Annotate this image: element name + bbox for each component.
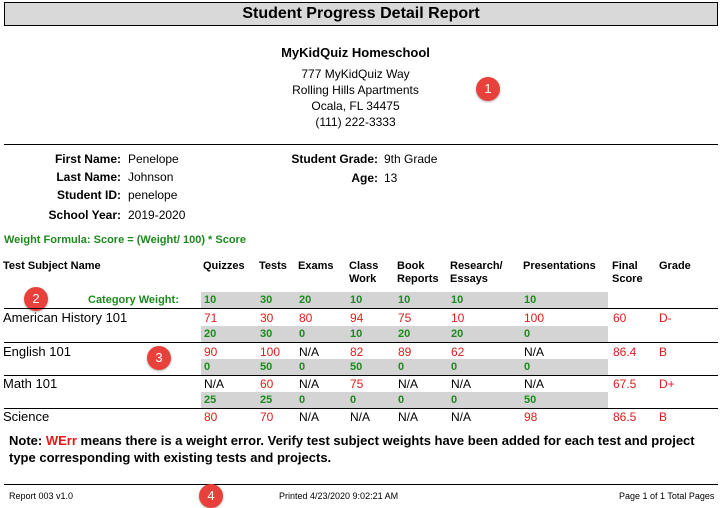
last-name-value: Johnson	[128, 170, 174, 184]
weight-cell: 0	[398, 394, 405, 406]
subject-name: English 101	[3, 344, 71, 359]
weight-cell: 20	[204, 328, 217, 340]
subject-name: Math 101	[3, 376, 58, 391]
header-exams: Exams	[298, 260, 334, 272]
annotation-badge: 1	[476, 77, 500, 101]
header-class-work: Class Work	[349, 260, 379, 285]
score-cell: 75	[398, 311, 412, 325]
score-cell: 70	[260, 410, 274, 424]
age-label: Age:	[351, 171, 378, 185]
score-cell: 60	[260, 377, 274, 391]
score-cell: 71	[204, 311, 218, 325]
report-title: Student Progress Detail Report	[4, 2, 718, 26]
weight-cell: 20	[398, 328, 411, 340]
school-header	[0, 44, 711, 130]
address-line: Rolling Hills Apartments	[292, 83, 419, 97]
grade-cell: D+	[659, 377, 675, 391]
divider	[4, 144, 718, 145]
phone-line: (111) 222-3333	[315, 115, 396, 129]
weight-cell: 0	[204, 361, 211, 373]
score-cell: 62	[451, 345, 465, 359]
header-subject: Test Subject Name	[3, 260, 101, 272]
school-year-label: School Year:	[48, 208, 121, 222]
weight-cell: 0	[451, 361, 458, 373]
weight-cell: 0	[350, 394, 357, 406]
score-cell: 94	[350, 311, 364, 325]
subject-name: American History 101	[3, 310, 128, 325]
weight-cell: 50	[260, 361, 273, 373]
score-cell: 98	[524, 410, 538, 424]
score-cell: N/A	[451, 377, 472, 391]
header-quizzes: Quizzes	[203, 260, 245, 272]
weight-cell: 0	[299, 361, 306, 373]
category-weight-label: Category Weight:	[88, 294, 179, 306]
weight-cell: 50	[350, 361, 363, 373]
school-year-value: 2019-2020	[128, 208, 186, 222]
score-cell: N/A	[524, 345, 545, 359]
final-score-cell: 86.4	[613, 345, 637, 359]
score-cell: 10	[451, 311, 465, 325]
grade-cell: B	[659, 410, 668, 424]
score-cell: 90	[204, 345, 218, 359]
page-count: Page 1 of 1 Total Pages	[619, 491, 715, 501]
score-cell: 80	[299, 311, 313, 325]
weight-cell: 10	[524, 294, 537, 306]
score-cell: 75	[350, 377, 364, 391]
score-cell: N/A	[398, 377, 419, 391]
weight-cell: 25	[204, 394, 217, 406]
score-cell: N/A	[299, 345, 320, 359]
student-grade-label: Student Grade:	[291, 152, 378, 166]
age-value: 13	[384, 171, 398, 185]
weight-cell: 20	[451, 328, 464, 340]
last-name-label: Last Name:	[56, 170, 121, 184]
annotation-badge: 3	[147, 346, 171, 370]
school-name: MyKidQuiz Homeschool	[281, 45, 430, 60]
weight-cell: 10	[398, 294, 411, 306]
score-cell: N/A	[398, 410, 419, 424]
weight-cell: 30	[260, 294, 273, 306]
weight-cell: 10	[350, 294, 363, 306]
score-cell: N/A	[451, 410, 472, 424]
score-cell: N/A	[204, 377, 225, 391]
weight-cell: 50	[524, 394, 537, 406]
footer-divider	[4, 484, 718, 485]
annotation-badge: 2	[24, 287, 48, 311]
first-name-label: First Name:	[54, 152, 121, 166]
score-cell: 89	[398, 345, 412, 359]
score-cell: N/A	[299, 377, 320, 391]
grade-cell: D-	[659, 311, 672, 325]
weight-cell: 0	[299, 394, 306, 406]
first-name-value: Penelope	[128, 152, 179, 166]
final-score-cell: 67.5	[613, 377, 637, 391]
weight-cell: 25	[260, 394, 273, 406]
printed-timestamp: Printed 4/23/2020 9:02:21 AM	[279, 491, 399, 501]
weight-cell: 10	[350, 328, 363, 340]
score-cell: 100	[260, 345, 281, 359]
final-score-cell: 60	[613, 311, 627, 325]
score-cell: 82	[350, 345, 364, 359]
weight-cell: 0	[524, 328, 531, 340]
weight-cell: 20	[299, 294, 312, 306]
grade-cell: B	[659, 345, 668, 359]
weight-cell: 10	[451, 294, 464, 306]
score-cell: 80	[204, 410, 218, 424]
weight-cell: 0	[398, 361, 405, 373]
weight-cell: 0	[299, 328, 306, 340]
header-presentations: Presentations	[523, 260, 596, 272]
weight-cell: 30	[260, 328, 273, 340]
score-cell: N/A	[524, 377, 545, 391]
header-book-reports: Book Reports	[397, 260, 439, 285]
score-cell: N/A	[299, 410, 320, 424]
header-research-essays: Research/ Essays	[450, 260, 503, 285]
address-line: 777 MyKidQuiz Way	[301, 67, 410, 81]
student-id-label: Student ID:	[57, 188, 121, 202]
header-final-score: Final Score	[612, 260, 643, 285]
annotation-badge: 4	[199, 484, 223, 508]
weight-cell: 10	[204, 294, 217, 306]
weight-error-note: Note: WErr means there is a weight error. Verify test subject weights have been added for each test and project type corresponding with existing tests and projects.	[9, 433, 695, 465]
student-id-value: penelope	[128, 188, 178, 202]
weight-cell: 0	[524, 361, 531, 373]
final-score-cell: 86.5	[613, 410, 637, 424]
score-cell: 30	[260, 311, 274, 325]
header-grade: Grade	[659, 260, 691, 272]
weight-formula: Weight Formula: Score = (Weight/ 100) * Score	[4, 234, 246, 246]
subject-name: Science	[3, 409, 50, 424]
report-version: Report 003 v1.0	[9, 491, 74, 501]
score-cell: 100	[524, 311, 545, 325]
address-line: Ocala, FL 34475	[311, 99, 400, 113]
weight-cell: 0	[451, 394, 458, 406]
score-cell: N/A	[350, 410, 371, 424]
student-grade-value: 9th Grade	[384, 152, 438, 166]
header-tests: Tests	[259, 260, 287, 272]
